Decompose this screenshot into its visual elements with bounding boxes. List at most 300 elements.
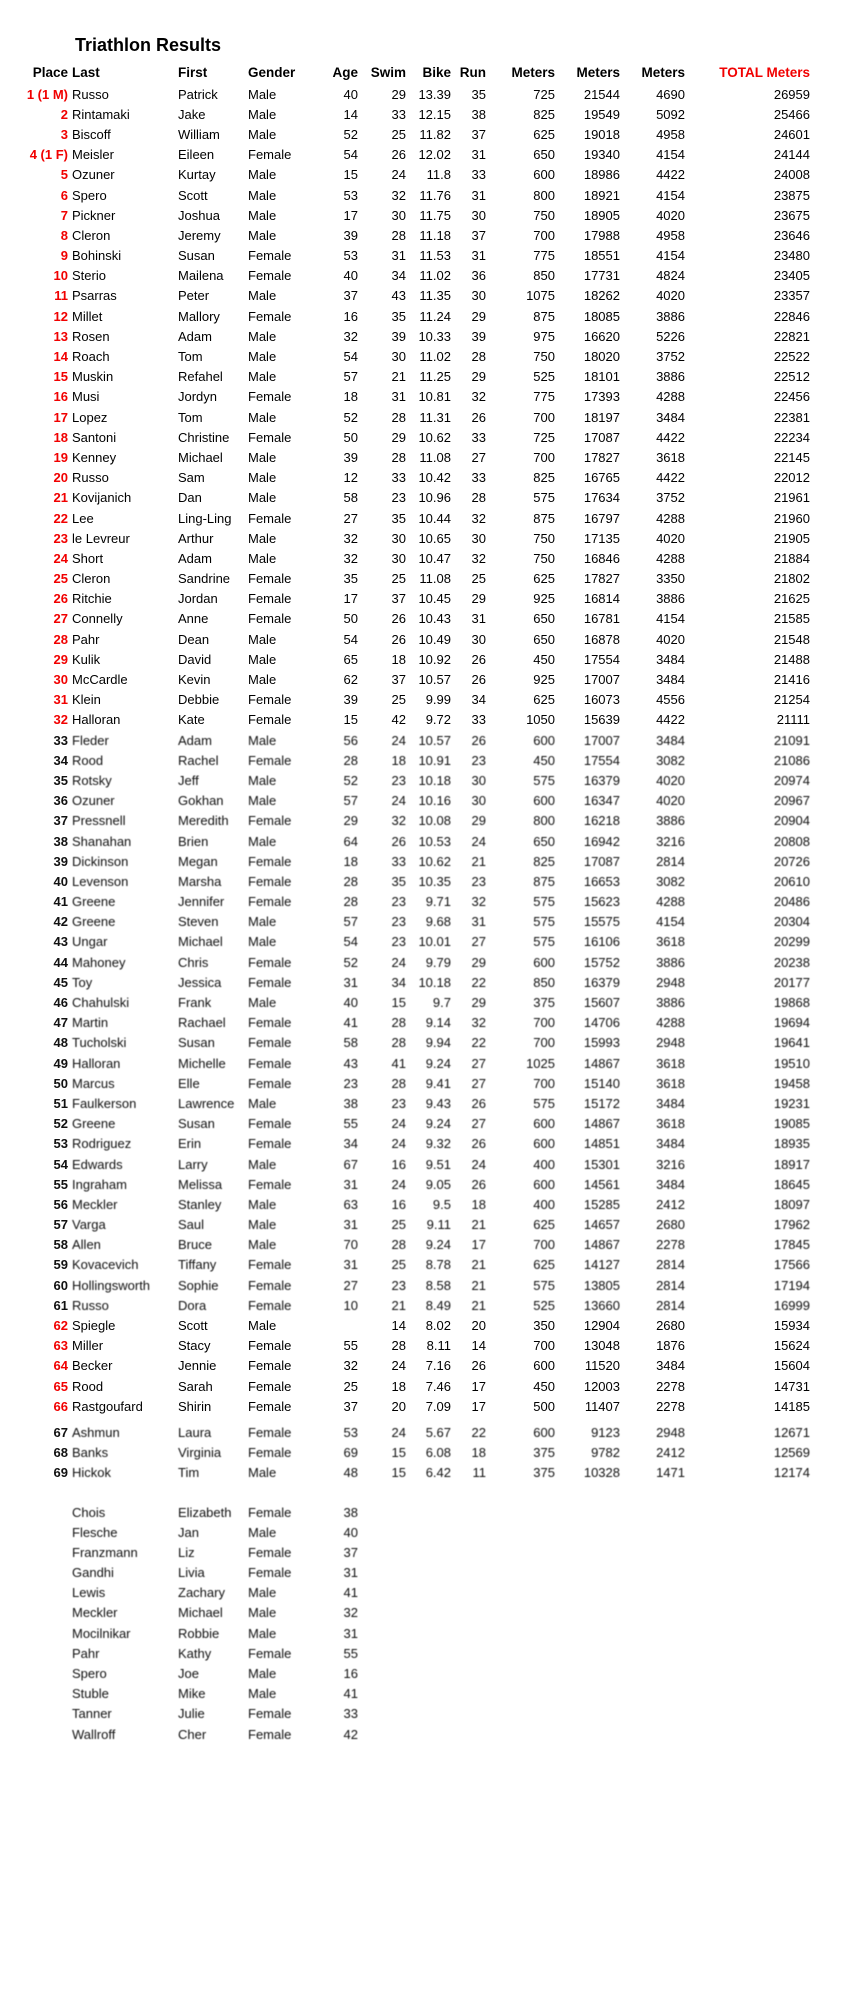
result-row	[0, 892, 812, 912]
cell-run_m: 4422	[656, 167, 685, 183]
cell-run_m: 4154	[656, 611, 685, 627]
cell-total: 12174	[773, 1465, 810, 1481]
cell-last: Cleron	[72, 571, 111, 587]
result-row	[0, 750, 812, 770]
cell-run_m: 2814	[656, 1297, 685, 1313]
cell-first: William	[178, 126, 220, 142]
cell-age: 54	[343, 349, 358, 365]
cell-place: 33	[53, 732, 68, 748]
cell-place: 52	[53, 1116, 68, 1132]
cell-age: 57	[343, 369, 358, 385]
cell-total: 14731	[773, 1378, 810, 1394]
cell-last: Russo	[72, 86, 109, 102]
cell-swim: 24	[391, 732, 406, 748]
cell-swim_m	[488, 1603, 557, 1623]
cell-age: 40	[343, 1524, 358, 1540]
cell-age: 69	[343, 1445, 358, 1461]
cell-run_m	[622, 1663, 687, 1683]
cell-swim: 25	[391, 126, 406, 142]
cell-bike_m: 11407	[584, 1398, 620, 1414]
cell-run	[453, 1502, 488, 1522]
cell-place	[0, 1643, 70, 1663]
cell-last: Banks	[72, 1445, 109, 1461]
cell-bike: 8.11	[426, 1338, 451, 1354]
cell-run: 29	[471, 591, 486, 607]
cell-bike_m: 15140	[583, 1075, 620, 1091]
header-run: Run	[459, 64, 486, 80]
result-row	[0, 468, 812, 488]
cell-last: Meisler	[72, 147, 114, 163]
cell-place: 46	[53, 995, 68, 1011]
cell-last: Roach	[72, 349, 110, 365]
cell-run: 24	[471, 833, 486, 849]
cell-bike_m: 16878	[583, 631, 620, 647]
cell-run_m: 4154	[656, 187, 685, 203]
cell-first: Mike	[178, 1686, 206, 1702]
cell-swim_m: 700	[533, 1338, 555, 1354]
cell-place: 59	[53, 1257, 68, 1273]
cell-first: David	[178, 651, 212, 667]
cell-age: 17	[343, 591, 358, 607]
cell-gender: Male	[248, 1237, 277, 1253]
cell-last: Lopez	[72, 409, 108, 425]
cell-first: Liz	[178, 1544, 195, 1560]
cell-swim_m: 600	[533, 1176, 555, 1192]
cell-run_m: 3618	[656, 1075, 685, 1091]
cell-first: Livia	[178, 1565, 205, 1581]
cell-swim: 39	[391, 328, 406, 344]
cell-last: Miller	[72, 1338, 104, 1354]
cell-last: Rotsky	[72, 772, 112, 788]
cell-last: Pickner	[72, 207, 116, 223]
results-table	[0, 60, 812, 1744]
cell-place	[0, 1563, 70, 1583]
cell-run: 30	[471, 207, 486, 223]
cell-last: Sterio	[72, 268, 106, 284]
header-last: Last	[72, 64, 100, 80]
cell-run_m: 3752	[656, 349, 685, 365]
cell-swim: 43	[391, 288, 406, 304]
cell-first: Elizabeth	[178, 1504, 232, 1520]
cell-last: Chahulski	[72, 995, 130, 1011]
cell-run: 31	[471, 187, 486, 203]
result-row	[0, 387, 812, 407]
cell-place: 31	[53, 692, 68, 708]
cell-swim: 28	[391, 1338, 406, 1354]
cell-bike	[408, 1724, 453, 1744]
cell-swim_m: 575	[533, 772, 555, 788]
cell-run_m: 4958	[656, 227, 685, 243]
cell-bike	[408, 1603, 453, 1623]
cell-swim_m: 750	[533, 349, 555, 365]
cell-age: 16	[343, 1666, 358, 1682]
cell-run: 11	[472, 1465, 486, 1481]
cell-swim_m	[488, 1522, 557, 1542]
cell-first: Arthur	[178, 530, 214, 546]
cell-swim: 28	[391, 1075, 406, 1091]
cell-gender: Female	[248, 1176, 292, 1192]
header-bike: Bike	[422, 64, 451, 80]
cell-bike_m: 14867	[583, 1055, 620, 1071]
cell-run_m: 4154	[656, 914, 685, 930]
cell-age: 18	[343, 853, 358, 869]
cell-first: Rachel	[178, 752, 219, 768]
cell-run: 32	[471, 550, 486, 566]
cell-total: 20486	[773, 894, 810, 910]
cell-age: 32	[343, 328, 358, 344]
cell-gender: Male	[248, 227, 277, 243]
cell-total: 23875	[773, 187, 810, 203]
cell-first: Michelle	[178, 1055, 226, 1071]
cell-run: 23	[471, 752, 486, 768]
cell-bike: 10.57	[418, 672, 451, 688]
cell-gender: Female	[248, 1424, 292, 1440]
cell-swim_m: 450	[533, 752, 555, 768]
cell-bike: 9.99	[425, 692, 451, 708]
cell-run: 29	[471, 995, 486, 1011]
result-row	[0, 1376, 812, 1396]
cell-total: 22512	[773, 369, 810, 385]
cell-first: Susan	[178, 1035, 215, 1051]
cell-swim: 28	[391, 1237, 406, 1253]
cell-total: 17845	[773, 1237, 810, 1253]
cell-place: 9	[60, 248, 68, 264]
cell-run: 17	[471, 1237, 486, 1253]
cell-swim_m: 725	[533, 86, 555, 102]
cell-bike_m: 18262	[583, 288, 620, 304]
cell-run: 21	[471, 853, 486, 869]
cell-run: 32	[471, 894, 486, 910]
cell-run: 30	[471, 772, 486, 788]
cell-run	[453, 1684, 488, 1704]
cell-gender: Female	[248, 1136, 292, 1152]
cell-swim	[360, 1502, 408, 1522]
cell-bike_m: 15172	[583, 1095, 620, 1111]
result-row	[0, 1093, 812, 1113]
cell-gender: Male	[248, 207, 277, 223]
cell-total: 21086	[773, 752, 810, 768]
cell-bike_m: 17554	[583, 752, 620, 768]
cell-swim_m: 1050	[526, 712, 555, 728]
result-row	[0, 225, 812, 245]
cell-total: 19231	[773, 1095, 810, 1111]
cell-swim: 26	[391, 833, 406, 849]
cell-gender: Male	[248, 914, 277, 930]
cell-bike: 10.44	[418, 510, 451, 526]
cell-gender: Female	[248, 1445, 292, 1461]
result-row	[0, 1194, 812, 1214]
cell-swim: 28	[391, 227, 406, 243]
cell-last: Pahr	[72, 631, 100, 647]
result-row	[0, 992, 812, 1012]
cell-swim_m: 575	[533, 894, 555, 910]
cell-total: 22456	[773, 389, 810, 405]
result-row	[0, 427, 812, 447]
cell-bike: 11.24	[419, 308, 451, 324]
cell-total	[687, 1563, 812, 1583]
cell-bike_m: 9123	[591, 1424, 620, 1440]
cell-run: 37	[471, 227, 486, 243]
cell-place: 27	[53, 611, 68, 627]
cell-bike: 8.78	[425, 1257, 451, 1273]
cell-bike: 9.32	[425, 1136, 451, 1152]
cell-last: Russo	[72, 1297, 109, 1313]
cell-bike_m: 16620	[583, 328, 620, 344]
cell-bike_m	[557, 1563, 622, 1583]
cell-last: Varga	[72, 1217, 106, 1233]
cell-swim_m: 775	[533, 389, 555, 405]
cell-first: Mailena	[178, 268, 224, 284]
cell-place: 32	[53, 712, 68, 728]
cell-bike: 11.08	[419, 449, 451, 465]
cell-age: 31	[343, 1176, 358, 1192]
cell-last: Musi	[72, 389, 100, 405]
cell-bike_m	[557, 1643, 622, 1663]
cell-swim: 28	[391, 449, 406, 465]
cell-age: 23	[343, 1075, 358, 1091]
cell-swim	[360, 1623, 408, 1643]
cell-bike: 9.72	[425, 712, 451, 728]
cell-first: Dora	[178, 1297, 207, 1313]
cell-swim: 23	[391, 490, 406, 506]
cell-bike_m: 17087	[583, 853, 620, 869]
cell-swim: 28	[391, 409, 406, 425]
cell-first: Dan	[178, 490, 202, 506]
cell-gender: Female	[248, 1398, 292, 1414]
result-row	[0, 266, 812, 286]
cell-last: Fleder	[72, 732, 109, 748]
cell-run	[453, 1542, 488, 1562]
cell-gender: Female	[248, 1116, 292, 1132]
cell-age: 34	[343, 1136, 358, 1152]
cell-run_m: 4422	[656, 429, 685, 445]
cell-swim	[360, 1643, 408, 1663]
cell-run: 33	[471, 167, 486, 183]
cell-run_m: 2948	[656, 1035, 685, 1051]
cell-swim_m: 575	[533, 914, 555, 930]
cell-swim: 25	[391, 1217, 406, 1233]
cell-bike_m: 14561	[583, 1176, 620, 1192]
cell-total: 16999	[773, 1297, 810, 1313]
cell-run: 22	[471, 974, 486, 990]
unranked-row	[0, 1502, 812, 1522]
cell-swim: 41	[391, 1055, 406, 1071]
cell-age: 28	[343, 873, 358, 889]
cell-total: 26959	[773, 86, 810, 102]
cell-place: 26	[53, 591, 68, 607]
cell-place: 4 (1 F)	[29, 147, 68, 163]
cell-age: 15	[343, 712, 358, 728]
cell-bike: 6.42	[425, 1465, 451, 1481]
cell-run_m: 3886	[656, 591, 685, 607]
cell-total: 17566	[773, 1257, 810, 1273]
cell-swim: 24	[391, 1136, 406, 1152]
cell-swim_m: 450	[533, 651, 555, 667]
cell-run: 33	[471, 470, 486, 486]
cell-run_m: 4958	[656, 126, 685, 142]
cell-run_m: 4020	[656, 631, 685, 647]
cell-swim_m	[488, 1583, 557, 1603]
cell-run	[453, 1563, 488, 1583]
cell-bike_m: 16379	[583, 772, 620, 788]
cell-bike_m: 15607	[583, 995, 620, 1011]
cell-bike: 10.47	[418, 550, 451, 566]
cell-total: 19085	[773, 1116, 810, 1132]
cell-place: 68	[53, 1445, 68, 1461]
cell-age: 32	[343, 550, 358, 566]
cell-gender: Male	[248, 1686, 277, 1702]
cell-first: Shirin	[178, 1398, 212, 1414]
cell-place: 45	[53, 974, 68, 990]
unranked-row	[0, 1542, 812, 1562]
cell-run_m: 3484	[656, 409, 685, 425]
cell-total: 18935	[773, 1136, 810, 1152]
cell-last: McCardle	[72, 672, 128, 688]
cell-gender: Female	[248, 591, 292, 607]
cell-gender: Female	[248, 974, 292, 990]
cell-place: 49	[53, 1055, 68, 1071]
cell-bike: 8.49	[425, 1297, 451, 1313]
cell-swim_m: 925	[533, 672, 555, 688]
cell-age: 53	[343, 248, 358, 264]
cell-swim_m: 625	[533, 571, 555, 587]
cell-swim_m: 800	[533, 187, 555, 203]
cell-bike: 10.81	[418, 389, 451, 405]
cell-last: Lee	[72, 510, 94, 526]
cell-total: 23405	[773, 268, 810, 284]
cell-bike_m: 9782	[591, 1445, 620, 1461]
cell-place: 50	[53, 1075, 68, 1091]
result-row	[0, 508, 812, 528]
cell-first: Michael	[178, 934, 223, 950]
cell-run_m: 3484	[656, 1136, 685, 1152]
cell-place: 29	[53, 651, 68, 667]
cell-total: 21111	[776, 712, 810, 728]
result-row	[0, 488, 812, 508]
cell-bike: 11.82	[419, 126, 451, 142]
cell-total: 21416	[773, 672, 810, 688]
cell-first: Jeff	[178, 772, 199, 788]
cell-age: 56	[343, 732, 358, 748]
cell-gender: Female	[248, 1257, 292, 1273]
cell-first: Anne	[178, 611, 209, 627]
cell-place: 11	[54, 288, 68, 304]
cell-run: 20	[471, 1318, 486, 1334]
cell-bike: 10.92	[418, 651, 451, 667]
cell-swim_m: 625	[533, 126, 555, 142]
cell-swim_m	[488, 1684, 557, 1704]
cell-age: 53	[343, 187, 358, 203]
cell-place: 8	[60, 227, 68, 243]
cell-swim: 28	[391, 1035, 406, 1051]
cell-swim_m: 825	[533, 106, 555, 122]
cell-swim_m: 850	[533, 974, 555, 990]
cell-place: 10	[53, 268, 68, 284]
cell-gender: Female	[248, 389, 292, 405]
cell-age: 37	[343, 288, 358, 304]
cell-run: 14	[471, 1338, 486, 1354]
cell-last: Psarras	[72, 288, 117, 304]
cell-bike_m: 16073	[583, 692, 620, 708]
cell-first: Michael	[178, 449, 223, 465]
cell-swim: 23	[391, 934, 406, 950]
cell-run: 21	[471, 1297, 486, 1313]
cell-gender: Male	[248, 1666, 277, 1682]
cell-bike: 10.91	[418, 752, 451, 768]
cell-bike: 9.11	[426, 1217, 451, 1233]
cell-bike_m: 18921	[583, 187, 620, 203]
result-row	[0, 1013, 812, 1033]
cell-total: 22381	[773, 409, 810, 425]
cell-age: 15	[343, 167, 358, 183]
cell-bike_m: 12904	[583, 1318, 620, 1334]
cell-run: 29	[471, 813, 486, 829]
cell-bike_m: 14127	[583, 1257, 620, 1273]
cell-last: Rood	[72, 752, 104, 768]
cell-first: Bruce	[178, 1237, 212, 1253]
result-row	[0, 104, 812, 124]
cell-gender: Female	[248, 1706, 292, 1722]
cell-bike_m: 15993	[583, 1035, 620, 1051]
cell-swim: 31	[391, 389, 406, 405]
cell-total: 21254	[773, 692, 810, 708]
cell-run: 22	[471, 1424, 486, 1440]
cell-first: Sandrine	[178, 571, 231, 587]
result-row	[0, 1463, 812, 1483]
cell-last: Pressnell	[72, 813, 126, 829]
cell-gender: Male	[248, 126, 277, 142]
cell-place: 60	[53, 1277, 68, 1293]
cell-bike_m: 18197	[583, 409, 620, 425]
cell-swim: 15	[391, 1465, 406, 1481]
cell-swim	[360, 1522, 408, 1542]
cell-run: 21	[471, 1217, 486, 1233]
cell-last: Chois	[72, 1504, 106, 1520]
cell-swim_m: 700	[533, 449, 555, 465]
cell-last: Ritchie	[72, 591, 112, 607]
cell-bike_m: 11520	[584, 1358, 620, 1374]
cell-bike	[408, 1704, 453, 1724]
cell-swim_m: 600	[533, 1424, 555, 1440]
result-row	[0, 548, 812, 568]
cell-last: Toy	[72, 974, 93, 990]
cell-gender: Female	[248, 1277, 292, 1293]
cell-age: 54	[343, 934, 358, 950]
cell-bike: 10.18	[418, 772, 451, 788]
cell-run_m: 4288	[656, 894, 685, 910]
result-row	[0, 1255, 812, 1275]
cell-swim: 24	[391, 1424, 406, 1440]
cell-swim_m: 825	[533, 470, 555, 486]
cell-run: 27	[471, 1055, 486, 1071]
cell-swim: 35	[391, 510, 406, 526]
cell-bike_m	[557, 1724, 622, 1744]
cell-bike_m	[557, 1522, 622, 1542]
result-row	[0, 1174, 812, 1194]
cell-run_m: 3484	[656, 1176, 685, 1192]
cell-gender: Female	[248, 894, 292, 910]
cell-swim_m	[488, 1643, 557, 1663]
cell-run_m: 3618	[656, 449, 685, 465]
cell-swim: 34	[391, 268, 406, 284]
cell-run_m: 3216	[656, 833, 685, 849]
cell-run: 28	[471, 490, 486, 506]
cell-run: 21	[471, 1277, 486, 1293]
cell-place: 16	[53, 389, 68, 405]
cell-bike: 12.02	[418, 147, 451, 163]
result-row	[0, 791, 812, 811]
cell-last: Spero	[72, 1666, 107, 1682]
